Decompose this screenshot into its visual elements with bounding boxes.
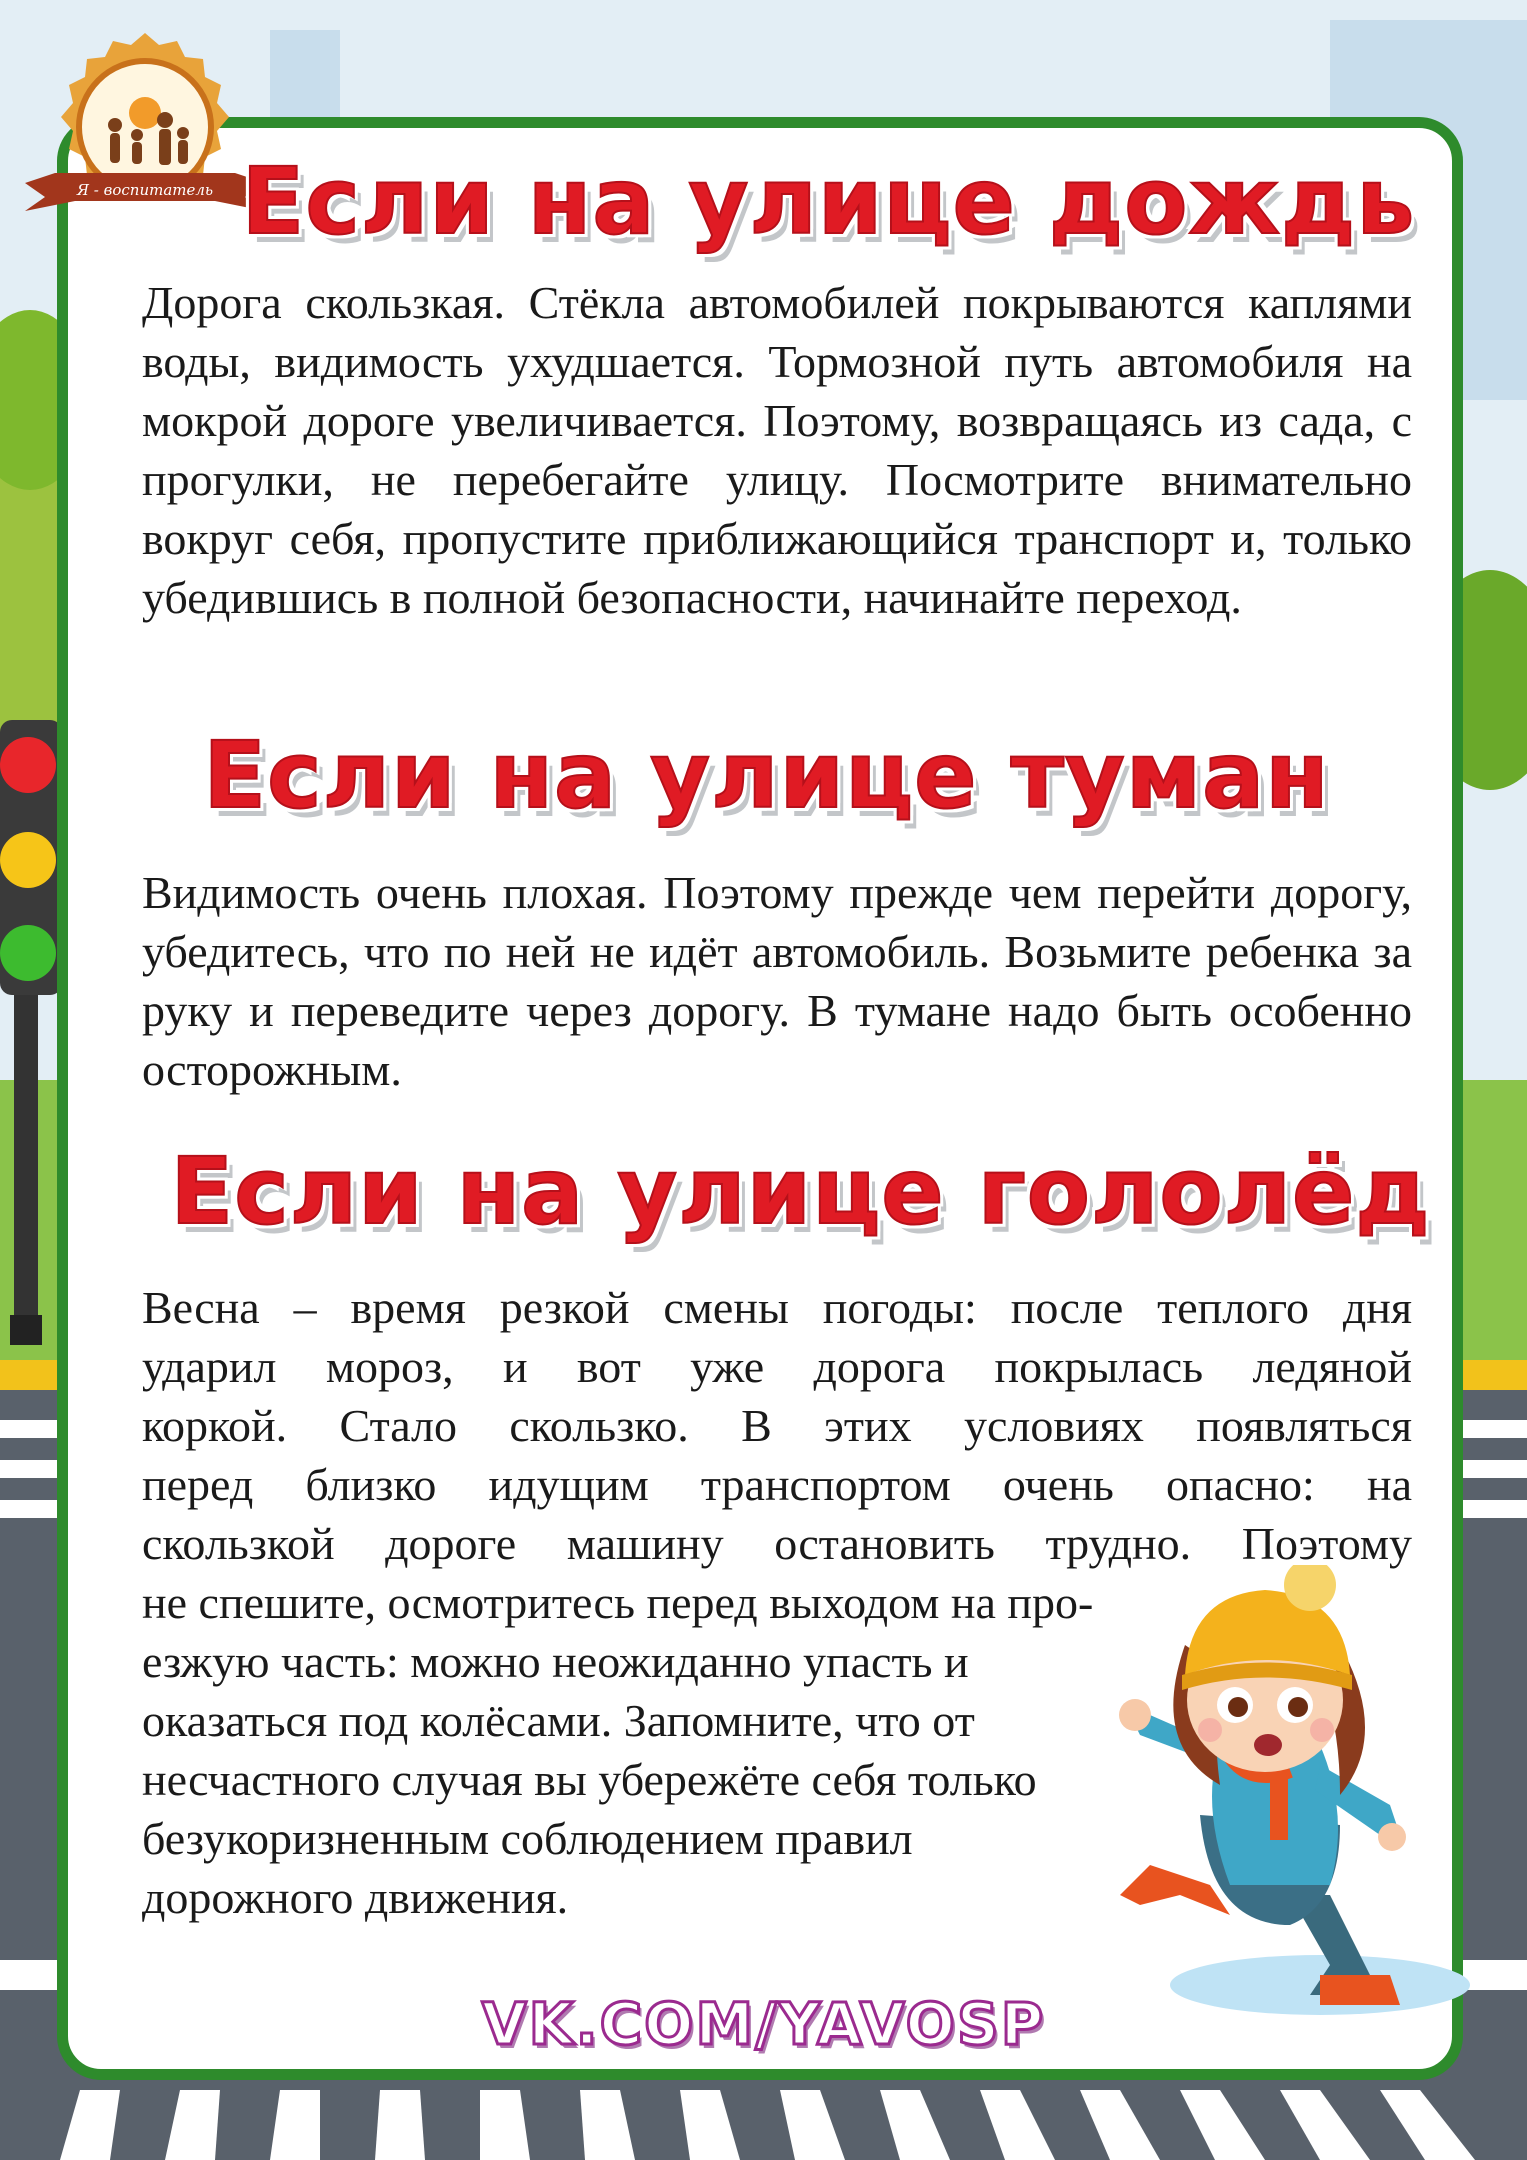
text-line: езжую часть: можно неожиданно упасть и — [142, 1636, 969, 1687]
section-title-ice: Если на улице гололёд — [170, 1138, 1431, 1245]
section-text-fog: Видимость очень плохая. Поэтому прежде чем перейти дорогу, убедитесь, что по ней не идёт автомобиль. Возьмите ребенка за руку и переведите через дорогу. В тумане надо быть особенно осторожным. — [142, 867, 1412, 1095]
text-line: несчастного случая вы убережёте себя только — [142, 1754, 1037, 1805]
text-line: дорожного движения. — [142, 1872, 569, 1923]
section-title-rain: Если на улице дождь — [241, 148, 1416, 255]
text-line: перед близко идущим транспортом очень опасно: на — [142, 1459, 1412, 1510]
logo-caption: Я - воспитатель — [76, 181, 214, 199]
text-line: не спешите, осмотритесь перед выходом на про- — [142, 1577, 1094, 1628]
text-line: Весна – время резкой смены погоды: после теплого дня — [142, 1282, 1412, 1333]
text-line: оказаться под колёсами. Запомните, что от — [142, 1695, 975, 1746]
text-line: безукоризненным соблюдением правил — [142, 1813, 913, 1864]
section-text-rain: Дорога скользкая. Стёкла автомобилей покрываются каплями воды, видимость ухудшается. Тормозной путь автомобиля на мокрой дороге увеличивается. Поэтому, возвращаясь из сада, с прогулки, не перебегайте улицу. Посмотрите внимательно вокруг себя, пропустите приближающийся транспорт и, только убедившись в полной безопасности, начинайте переход. — [142, 277, 1412, 623]
text-line: коркой. Стало скользко. В этих условиях появляться — [142, 1400, 1412, 1451]
slipping-girl-illustration — [1090, 1565, 1470, 2035]
footer-link[interactable]: VK.COM/YAVOSP — [481, 1990, 1046, 2058]
text-line: скользкой дороге машину остановить трудно. Поэтому — [142, 1518, 1412, 1569]
text-line: ударил мороз, и вот уже дорога покрылась ледяной — [142, 1341, 1412, 1392]
section-title-fog: Если на улице туман — [203, 722, 1330, 829]
